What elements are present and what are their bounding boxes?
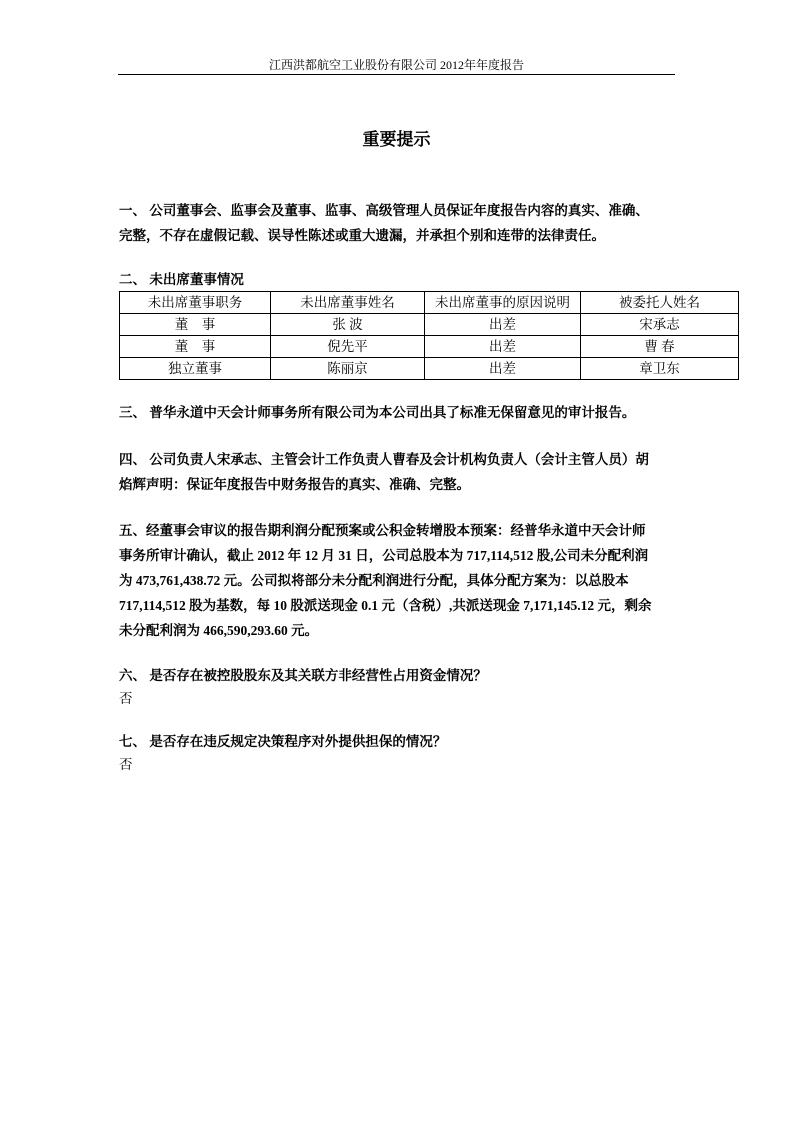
table-cell: 曹 春 (581, 336, 739, 358)
text-line: 三、 普华永道中天会计师事务所有限公司为本公司出具了标准无保留意见的审计报告。 (119, 405, 636, 420)
column-header: 未出席董事的原因说明 (425, 292, 581, 314)
table-cell: 张 波 (271, 314, 425, 336)
text-line: 717,114,512 股为基数，每 10 股派送现金 0.1 元（含税）,共派送现金 7,171,145.12 元，剩余 (119, 598, 652, 613)
text-line: 未分配利润为 466,590,293.60 元。 (119, 623, 319, 638)
table-header-row (120, 292, 739, 314)
header-divider (118, 74, 675, 75)
section-7 (119, 729, 759, 777)
question: 六、 是否存在被控股股东及其关联方非经营性占用资金情况？ (119, 668, 487, 683)
section-1 (119, 198, 759, 248)
question: 七、 是否存在违反规定决策程序对外提供担保的情况？ (119, 734, 447, 749)
text-line: 事务所审计确认，截止 2012 年 12 月 31 日，公司总股本为 717,114,512 股,公司未分配利润 (119, 548, 649, 563)
table-row (120, 314, 739, 336)
table-cell: 董 事 (120, 314, 271, 336)
answer: 否 (119, 691, 133, 706)
section-6 (119, 663, 759, 711)
table-cell: 章卫东 (581, 358, 739, 380)
page-title: 重要提示 (362, 130, 431, 149)
text-line: 四、 公司负责人宋承志、主管会计工作负责人曹春及会计机构负责人（会计主管人员）胡 (119, 452, 649, 467)
table-cell: 独立董事 (120, 358, 271, 380)
section-4 (119, 447, 759, 497)
table-cell: 陈丽京 (271, 358, 425, 380)
table-cell: 董 事 (120, 336, 271, 358)
table-cell: 出差 (425, 358, 581, 380)
column-header: 被委托人姓名 (581, 292, 739, 314)
column-header: 未出席董事姓名 (271, 292, 425, 314)
table-cell: 宋承志 (581, 314, 739, 336)
section-5 (119, 518, 759, 643)
table-cell: 倪先平 (271, 336, 425, 358)
section-3 (119, 400, 759, 425)
table-cell: 出差 (425, 336, 581, 358)
text-line: 一、 公司董事会、监事会及董事、监事、高级管理人员保证年度报告内容的真实、准确、 (119, 203, 649, 218)
text-line: 二、 未出席董事情况 (119, 272, 244, 287)
absent-directors-table (119, 291, 739, 380)
text-line: 焰辉声明：保证年度报告中财务报告的真实、准确、完整。 (119, 477, 470, 492)
text-line: 完整，不存在虚假记载、误导性陈述或重大遗漏，并承担个别和连带的法律责任。 (119, 228, 605, 243)
table-row (120, 336, 739, 358)
table-row (120, 358, 739, 380)
table-cell: 出差 (425, 314, 581, 336)
page-header: 江西洪都航空工业股份有限公司 2012年年度报告 (268, 58, 524, 72)
text-line: 五、经董事会审议的报告期利润分配预案或公积金转增股本预案：经普华永道中天会计师 (119, 523, 646, 538)
answer: 否 (119, 757, 133, 772)
column-header: 未出席董事职务 (120, 292, 271, 314)
section-2-heading (119, 267, 759, 292)
text-line: 为 473,761,438.72 元。公司拟将部分未分配利润进行分配，具体分配方案为：以总股本 (119, 573, 629, 588)
